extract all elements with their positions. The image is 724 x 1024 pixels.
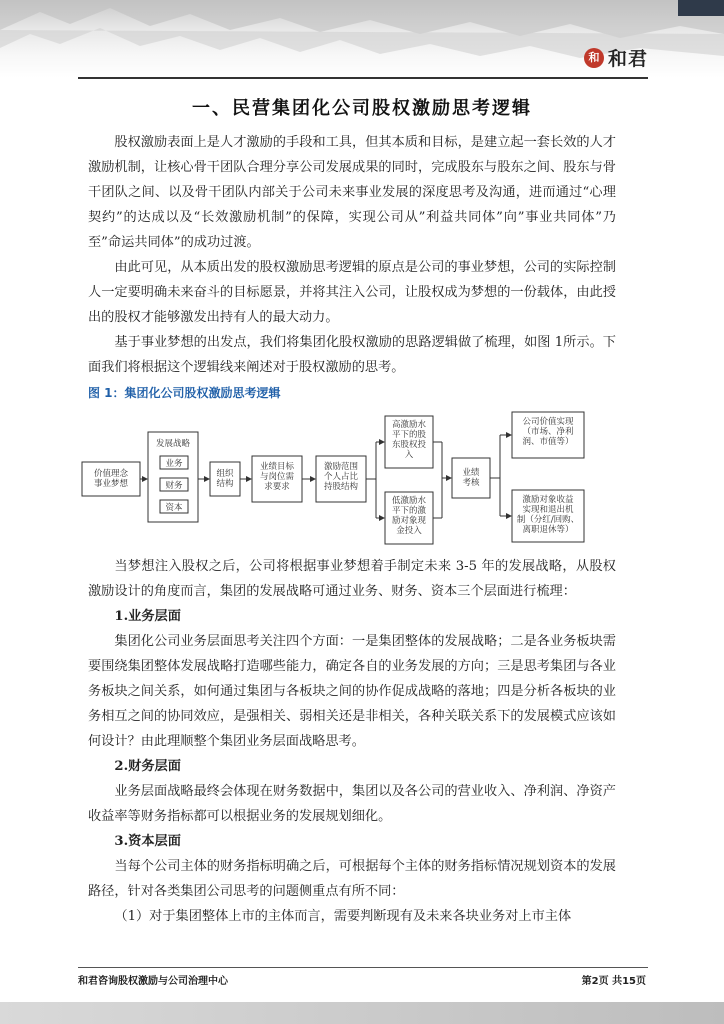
paragraph: 当梦想注入股权之后，公司将根据事业梦想着手制定未来 3-5 年的发展战略，从股权激励设计的角度而言，集团的发展战略可通过业务、财务、资本三个层面进行梳理： <box>88 559 616 599</box>
paragraph: 由此可见，从本质出发的股权激励思考逻辑的原点是公司的事业梦想，公司的实际控制人一定要明确未来奋斗的目标愿景，并将其注入公司，让股权成为梦想的一份载体，由此授出的股权才能够激发出持有人的最大动力。 <box>88 260 616 325</box>
node-scope-label: 激励范围个人占比持股结构 <box>323 462 359 492</box>
paragraph: 基于事业梦想的出发点，我们将集团化股权激励的思路逻辑做了梳理，如图 1所示。下面我们将根据这个逻辑线来阐述对于股权激励的思考。 <box>88 335 616 375</box>
paragraph: 业务层面战略最终会体现在财务数据中，集团以及各公司的营业收入、净利润、净资产收益率等财务指标都可以根据业务的发展规划细化。 <box>88 784 616 824</box>
node-high-label: 高激励水平下的股东股权投入 <box>391 420 427 460</box>
logo-text: 和君 <box>607 48 648 70</box>
node-target-label: 业绩目标与岗位需求要求 <box>259 462 295 492</box>
logo-mark: 和 <box>584 48 604 68</box>
footer-band <box>0 1002 724 1024</box>
corner-tab <box>678 0 724 16</box>
paragraph: 当每个公司主体的财务指标明确之后，可根据每个主体的财务指标情况规划资本的发展路径，针对各类集团公司思考的问题侧重点有所不同： <box>88 859 616 899</box>
footer-divider <box>78 967 648 968</box>
footer-organization: 和君咨询股权激励与公司治理中心 <box>78 976 228 987</box>
paragraph: 集团化公司业务层面思考关注四个方面：一是集团整体的发展战略；二是各业务板块需要围绕集团整体发展战略打造哪些能力，确定各自的业务发展的方向；三是思考集团与各业务板块之间关系，如何通过集团与各板块之间的协作促成战略的落地；四是分析各板块的业务相互之间的协同效应，是强相关、弱相关还是非相关，各种关联关系下的发展模式应该如何设计？由此理顺整个集团业务层面战略思考。 <box>88 634 616 749</box>
section-heading-finance: 2.财务层面 <box>114 759 181 774</box>
node-company-label: 公司价值实现（市场、净利润、市值等） <box>522 417 574 447</box>
header-divider <box>78 77 648 79</box>
paragraph: 股权激励表面上是人才激励的手段和工具，但其本质和目标，是建立起一套长效的人才激励机制，让核心骨干团队合理分享公司发展成果的同时，完成股东与股东之间、股东与骨干团队之间、以及骨干团队内部关于公司未来事业发展的深度思考及沟通，进而通过“心理契约”的达成以及“长效激励机制”的保障，实现公司从”利益共同体”向”事业共同体”乃至”命运共同体”的成功过渡。 <box>88 135 616 250</box>
node-low-label: 低激励水平下的激励对象现金投入 <box>391 496 427 536</box>
section-heading-business: 1.业务层面 <box>114 609 181 624</box>
node-capital-label: 资本 <box>165 503 183 513</box>
node-person-label: 激励对象收益实现和退出机制（分红/回购、离职退休等） <box>516 495 580 535</box>
document-body <box>88 130 616 929</box>
paragraph: （1）对于集团整体上市的主体而言，需要判断现有及未来各块业务对上市主体 <box>114 909 572 924</box>
node-finance-label: 财务 <box>165 481 183 491</box>
node-value-dream-label: 价值理念事业梦想 <box>93 469 129 489</box>
page-number: 第2页 共15页 <box>581 976 646 987</box>
company-logo <box>584 44 648 71</box>
figure-caption: 图 1：集团化公司股权激励思考逻辑 <box>88 386 281 400</box>
logic-flow-diagram <box>80 408 620 548</box>
section-heading-capital: 3.资本层面 <box>114 834 181 849</box>
page-title: 一、民营集团化公司股权激励思考逻辑 <box>192 98 532 119</box>
node-business-label: 业务 <box>165 459 183 469</box>
node-eval-label: 业绩考核 <box>462 468 480 488</box>
node-strategy-label: 发展战略 <box>155 439 191 449</box>
node-org-label: 组织结构 <box>216 469 234 489</box>
